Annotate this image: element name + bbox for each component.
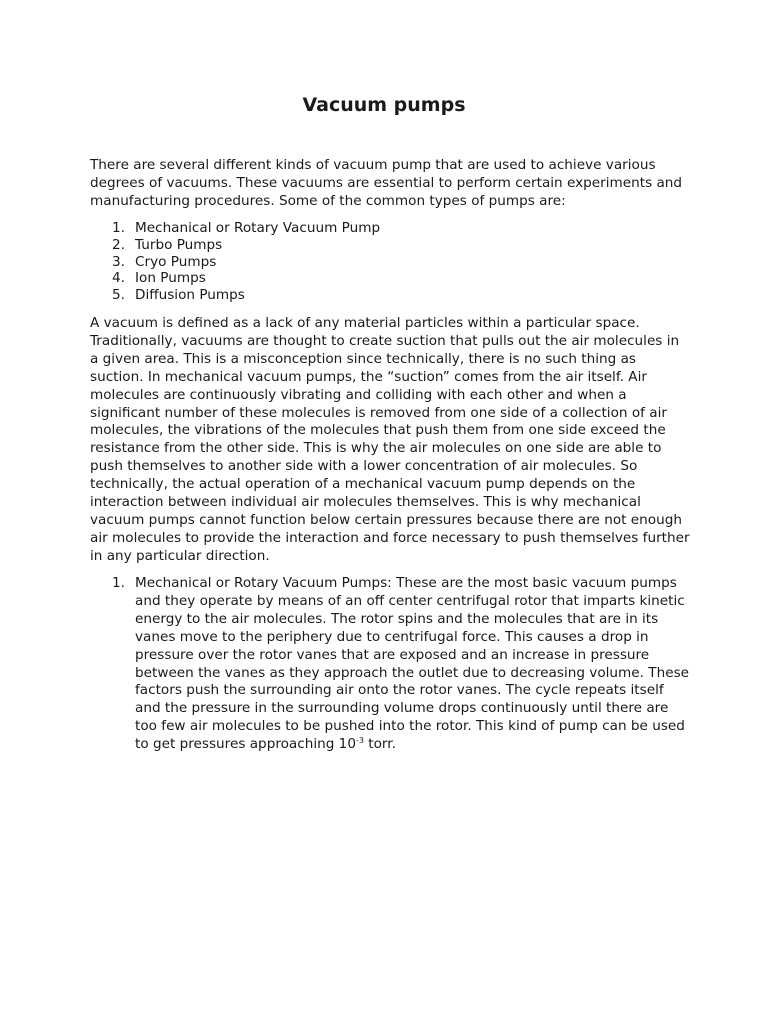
- list-number: 1.: [112, 220, 125, 236]
- list-number: 3.: [112, 253, 125, 270]
- pressure-unit: torr.: [363, 736, 396, 753]
- list-number: 5.: [112, 287, 125, 304]
- list-item-text: Turbo Pumps: [135, 236, 223, 253]
- list-item-text: Cryo Pumps: [135, 253, 217, 270]
- list-item-text: Mechanical or Rotary Vacuum Pumps: These are the most basic vacuum pumps and they operate by means of an off center centrifugal rotor that imparts kinetic energy to the air molecules. The rotor spins and the molecules that are in its vanes move to the periphery due to centrifugal force. This causes a drop in pressure over the rotor vanes that are exposed and an increase in pressure between the vanes as they approach the outlet due to decreasing volume. These factors push the surrounding air onto the rotor vanes. The cycle repeats itself and the pressure in the surrounding volume drops continuously until there are too few air molecules to be pushed into the rotor. This kind of pump can be used to get pressures approaching 10: [135, 575, 690, 753]
- pressure-exponent: -3: [355, 736, 364, 746]
- pump-types-list: [90, 220, 690, 304]
- document-title: Vacuum pumps: [302, 94, 466, 116]
- list-number: 2.: [112, 236, 125, 253]
- list-item: [90, 270, 690, 287]
- list-number: 1.: [112, 575, 125, 591]
- list-item: [90, 220, 690, 237]
- list-item: [90, 254, 690, 271]
- list-item: [90, 287, 690, 304]
- list-item-text: Diffusion Pumps: [135, 287, 245, 304]
- list-item-text: Ion Pumps: [135, 270, 206, 287]
- pump-details-list: [90, 575, 690, 754]
- list-item: [90, 575, 690, 754]
- list-number: 4.: [112, 270, 125, 287]
- definition-paragraph: A vacuum is defined as a lack of any material particles within a particular space. Traditionally, vacuums are thought to create suction that pulls out the air molecules in a given area. This is a misconception since technically, there is no such thing as suction. In mechanical vacuum pumps, the “suction” comes from the air itself. Air molecules are continuously vibrating and colliding with each other and when a significant number of these molecules is removed from one side of a collection of air molecules, the vibrations of the molecules that push them from one side exceed the resistance from the other side. This is why the air molecules on one side are able to push themselves to another side with a lower concentration of air molecules. So technically, the actual operation of a mechanical vacuum pump depends on the interaction between individual air molecules themselves. This is why mechanical vacuum pumps cannot function below certain pressures because there are not enough air molecules to provide the interaction and force necessary to push themselves further in any particular direction.: [90, 315, 690, 564]
- list-item: [90, 237, 690, 254]
- list-item-text: Mechanical or Rotary Vacuum Pump: [135, 220, 381, 236]
- intro-paragraph: There are several different kinds of vacuum pump that are used to achieve various degrees of vacuums. These vacuums are essential to perform certain experiments and manufacturing procedures. Some of the common types of pumps are:: [90, 157, 683, 209]
